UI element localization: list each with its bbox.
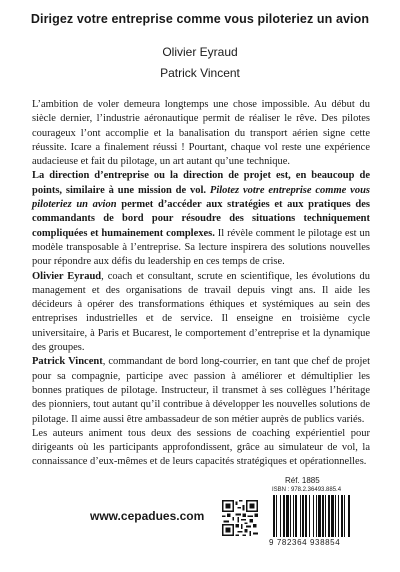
- paragraph-bio-eyraud: [32, 270, 370, 356]
- back-cover-text: [32, 98, 370, 470]
- qr-code-icon: [222, 500, 258, 536]
- paragraph-bio-vincent: [32, 355, 370, 426]
- author-patrick-vincent: Patrick Vincent: [160, 66, 240, 80]
- bio-vincent-name: Patrick Vincent: [32, 356, 103, 368]
- bio-eyraud-name: Olivier Eyraud: [32, 270, 102, 282]
- concept-rest: Il révèle comment le pilotage est un modèle transposable à l’entreprise. Sa lecture inspirera des solutions nouvelles pour répondre aux défis du leadership en ces temps de crise.: [32, 227, 371, 268]
- barcode-number: 9 782364 938854: [269, 538, 341, 547]
- book-title-italic: Pilotez votre entreprise comme vous piloteriez un avion: [32, 184, 370, 211]
- isbn: ISBN : 978.2.36493.885.4: [272, 487, 342, 493]
- paragraph-concept: [32, 169, 370, 269]
- page-title: Dirigez votre entreprise comme vous piloteriez un avion: [30, 12, 370, 26]
- bio-eyraud-text: , coach et consultant, scrute en scientifique, les évolutions du management et des organisations de travail depuis vingt ans. Il aide les décideurs à opérer des transformations éthiques et systémiques au sein des entreprises industrielles et de service. Il enseigne en troisième cycle universitaire, à Paris et Bucarest, le comportement d’entreprise et la dynamique des groupes.: [32, 270, 370, 354]
- paragraph-sessions: Les auteurs animent tous deux des sessions de coaching expérientiel pour dirigeants où les participants approfondissent, grâce au simulateur de vol, la connaissance d’eux-mêmes et de leurs capacités stratégiques et opérationnelles.: [32, 427, 370, 468]
- reference-number: Réf. 1885: [285, 476, 320, 485]
- concept-bold-lead: La direction d’entreprise ou la direction de projet est, en beaucoup de points, similaire à une mission de vol.: [32, 170, 370, 196]
- barcode-icon: [272, 495, 368, 537]
- website-link[interactable]: www.cepadues.com: [90, 509, 205, 523]
- concept-bold-follow: permet d’accéder aux stratégies et aux pratiques des commandants de bord pour résoudre des situations techniquement compliquées et humainement complexes.: [32, 199, 370, 239]
- author-olivier-eyraud: Olivier Eyraud: [162, 45, 238, 59]
- paragraph-intro: L’ambition de voler demeura longtemps une chose impossible. Au début du siècle dernier, l’industrie aéronautique permit de réaliser le rêve. Des pilotes courageux l’ont accomplie et la banalisation du transport aérien signe cette réussite. Icare a finalement réussi ! Pourtant, chaque vol reste une expérience audacieuse et fait du pilotage, un art autant qu’une technique.: [32, 99, 370, 168]
- bio-vincent-text: , commandant de bord long-courrier, en tant que chef de projet pour sa compagnie, participe avec passion à améliorer et démultiplier les bonnes pratiques de pilotage. Instructeur, il transmet à ses collègues l’héritage des pionniers, tout autant qu’il contribue à développer les nouvelles solutions de pilotage. Il aime aussi être ambassadeur de son métier auprès de publics variés.: [32, 356, 370, 425]
